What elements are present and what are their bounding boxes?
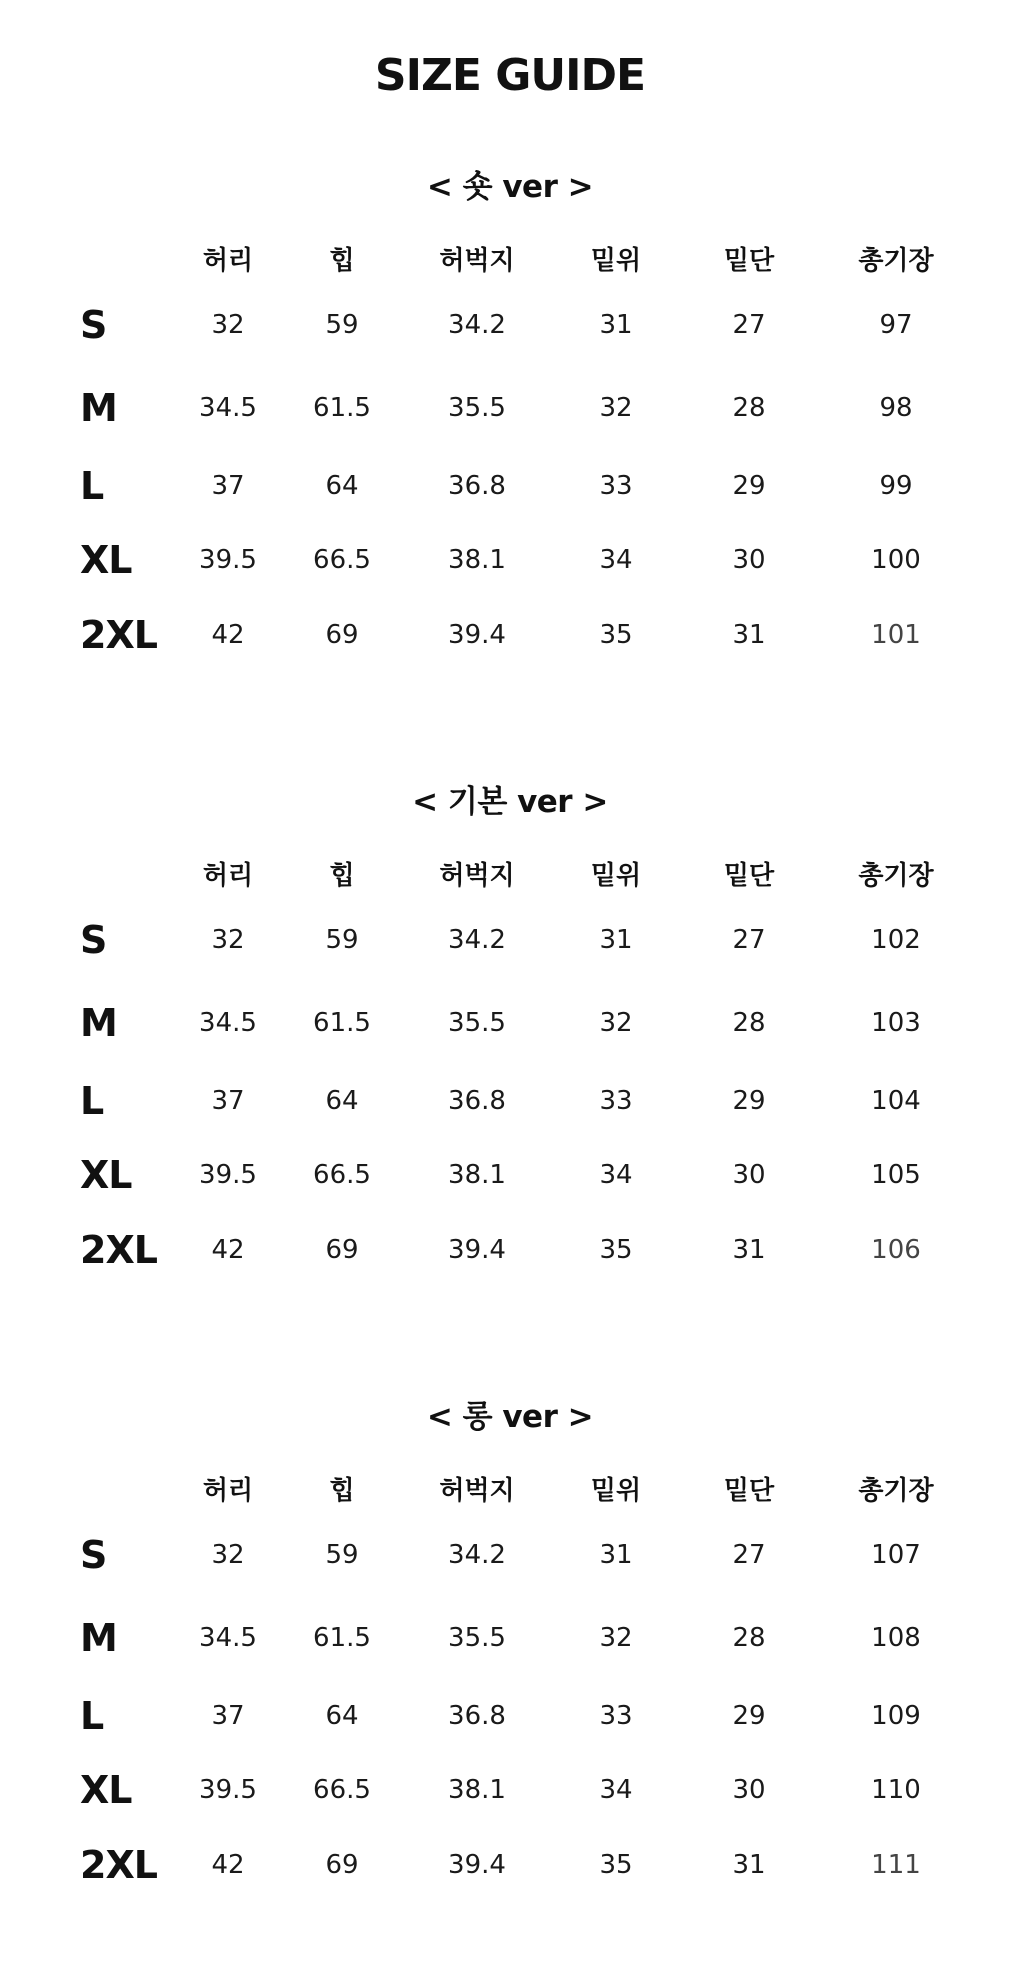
measurement-cell: 31 bbox=[599, 1540, 633, 1570]
measurement-cell: 42 bbox=[211, 620, 245, 650]
column-header: 밑단 bbox=[723, 246, 775, 276]
column-header: 총기장 bbox=[858, 861, 934, 891]
column-header: 밑단 bbox=[723, 1476, 775, 1506]
measurement-cell: 99 bbox=[879, 471, 913, 501]
column-header: 밑단 bbox=[723, 861, 775, 891]
column-header: 허리 bbox=[202, 861, 254, 891]
measurement-cell: 31 bbox=[599, 925, 633, 955]
column-header: 허리 bbox=[202, 1476, 254, 1506]
measurement-cell: 31 bbox=[599, 310, 633, 340]
measurement-cell: 35.5 bbox=[448, 1008, 506, 1038]
measurement-cell: 32 bbox=[211, 310, 245, 340]
measurement-cell: 34 bbox=[599, 545, 633, 575]
measurement-cell: 38.1 bbox=[448, 1775, 506, 1805]
size-section-3 bbox=[0, 1395, 1020, 1895]
measurement-cell: 98 bbox=[879, 393, 913, 423]
size-label: M bbox=[80, 386, 117, 430]
measurement-cell: 66.5 bbox=[313, 1775, 371, 1805]
measurement-cell: 28 bbox=[732, 1008, 766, 1038]
measurement-cell: 107 bbox=[871, 1540, 921, 1570]
measurement-cell: 109 bbox=[871, 1701, 921, 1731]
measurement-cell: 33 bbox=[599, 471, 633, 501]
measurement-cell: 34.5 bbox=[199, 393, 257, 423]
column-header: 허벅지 bbox=[439, 1476, 515, 1506]
size-label: M bbox=[80, 1001, 117, 1045]
size-label: S bbox=[80, 1533, 107, 1577]
page-title: SIZE GUIDE bbox=[374, 50, 646, 101]
measurement-cell: 39.4 bbox=[448, 1235, 506, 1265]
column-header: 총기장 bbox=[858, 246, 934, 276]
column-header: 힙 bbox=[329, 246, 355, 276]
measurement-cell: 111 bbox=[871, 1850, 921, 1880]
measurement-cell: 102 bbox=[871, 925, 921, 955]
size-label: 2XL bbox=[80, 613, 157, 657]
measurement-cell: 33 bbox=[599, 1701, 633, 1731]
column-header: 힙 bbox=[329, 1476, 355, 1506]
measurement-cell: 59 bbox=[325, 925, 359, 955]
measurement-cell: 39.5 bbox=[199, 1160, 257, 1190]
measurement-cell: 34.2 bbox=[448, 310, 506, 340]
size-section-1 bbox=[0, 165, 1020, 665]
size-label: L bbox=[80, 464, 104, 508]
column-header: 허벅지 bbox=[439, 246, 515, 276]
measurement-cell: 42 bbox=[211, 1850, 245, 1880]
measurement-cell: 28 bbox=[732, 393, 766, 423]
measurement-cell: 30 bbox=[732, 1775, 766, 1805]
measurement-cell: 66.5 bbox=[313, 1160, 371, 1190]
measurement-cell: 35.5 bbox=[448, 393, 506, 423]
column-header: 밑위 bbox=[590, 1476, 642, 1506]
measurement-cell: 69 bbox=[325, 1850, 359, 1880]
size-label: XL bbox=[80, 1768, 132, 1812]
measurement-cell: 42 bbox=[211, 1235, 245, 1265]
measurement-cell: 31 bbox=[732, 1235, 766, 1265]
measurement-cell: 69 bbox=[325, 1235, 359, 1265]
measurement-cell: 69 bbox=[325, 620, 359, 650]
column-header: 허리 bbox=[202, 246, 254, 276]
measurement-cell: 37 bbox=[211, 1086, 245, 1116]
measurement-cell: 32 bbox=[599, 1623, 633, 1653]
measurement-cell: 34.2 bbox=[448, 1540, 506, 1570]
measurement-cell: 61.5 bbox=[313, 1623, 371, 1653]
measurement-cell: 32 bbox=[599, 1008, 633, 1038]
measurement-cell: 108 bbox=[871, 1623, 921, 1653]
measurement-cell: 33 bbox=[599, 1086, 633, 1116]
measurement-cell: 35 bbox=[599, 1235, 633, 1265]
size-label: M bbox=[80, 1616, 117, 1660]
size-section-2 bbox=[0, 780, 1020, 1280]
measurement-cell: 30 bbox=[732, 1160, 766, 1190]
measurement-cell: 59 bbox=[325, 310, 359, 340]
measurement-cell: 100 bbox=[871, 545, 921, 575]
measurement-cell: 37 bbox=[211, 1701, 245, 1731]
measurement-cell: 61.5 bbox=[313, 393, 371, 423]
measurement-cell: 103 bbox=[871, 1008, 921, 1038]
measurement-cell: 104 bbox=[871, 1086, 921, 1116]
measurement-cell: 38.1 bbox=[448, 545, 506, 575]
measurement-cell: 34.5 bbox=[199, 1623, 257, 1653]
measurement-cell: 64 bbox=[325, 1086, 359, 1116]
size-label: L bbox=[80, 1694, 104, 1738]
measurement-cell: 29 bbox=[732, 1701, 766, 1731]
measurement-cell: 36.8 bbox=[448, 1086, 506, 1116]
measurement-cell: 101 bbox=[871, 620, 921, 650]
measurement-cell: 64 bbox=[325, 471, 359, 501]
measurement-cell: 35 bbox=[599, 1850, 633, 1880]
measurement-cell: 39.5 bbox=[199, 545, 257, 575]
column-header: 밑위 bbox=[590, 861, 642, 891]
measurement-cell: 34 bbox=[599, 1160, 633, 1190]
column-header: 힙 bbox=[329, 861, 355, 891]
measurement-cell: 105 bbox=[871, 1160, 921, 1190]
measurement-cell: 39.5 bbox=[199, 1775, 257, 1805]
column-header: 총기장 bbox=[858, 1476, 934, 1506]
measurement-cell: 64 bbox=[325, 1701, 359, 1731]
measurement-cell: 29 bbox=[732, 1086, 766, 1116]
measurement-cell: 34.2 bbox=[448, 925, 506, 955]
measurement-cell: 59 bbox=[325, 1540, 359, 1570]
section-title: < 기본 ver > bbox=[412, 784, 608, 820]
measurement-cell: 32 bbox=[599, 393, 633, 423]
measurement-cell: 32 bbox=[211, 925, 245, 955]
measurement-cell: 29 bbox=[732, 471, 766, 501]
measurement-cell: 35.5 bbox=[448, 1623, 506, 1653]
section-title: < 롱 ver > bbox=[426, 1399, 594, 1435]
measurement-cell: 27 bbox=[732, 925, 766, 955]
size-label: S bbox=[80, 918, 107, 962]
measurement-cell: 38.1 bbox=[448, 1160, 506, 1190]
measurement-cell: 31 bbox=[732, 1850, 766, 1880]
measurement-cell: 31 bbox=[732, 620, 766, 650]
size-label: L bbox=[80, 1079, 104, 1123]
measurement-cell: 66.5 bbox=[313, 545, 371, 575]
size-label: S bbox=[80, 303, 107, 347]
measurement-cell: 27 bbox=[732, 1540, 766, 1570]
measurement-cell: 34 bbox=[599, 1775, 633, 1805]
measurement-cell: 110 bbox=[871, 1775, 921, 1805]
size-label: XL bbox=[80, 538, 132, 582]
measurement-cell: 39.4 bbox=[448, 1850, 506, 1880]
measurement-cell: 106 bbox=[871, 1235, 921, 1265]
column-header: 허벅지 bbox=[439, 861, 515, 891]
size-label: XL bbox=[80, 1153, 132, 1197]
size-label: 2XL bbox=[80, 1843, 157, 1887]
measurement-cell: 36.8 bbox=[448, 471, 506, 501]
measurement-cell: 97 bbox=[879, 310, 913, 340]
measurement-cell: 27 bbox=[732, 310, 766, 340]
measurement-cell: 30 bbox=[732, 545, 766, 575]
measurement-cell: 61.5 bbox=[313, 1008, 371, 1038]
measurement-cell: 34.5 bbox=[199, 1008, 257, 1038]
section-title: < 숏 ver > bbox=[426, 169, 594, 205]
size-label: 2XL bbox=[80, 1228, 157, 1272]
column-header: 밑위 bbox=[590, 246, 642, 276]
measurement-cell: 32 bbox=[211, 1540, 245, 1570]
measurement-cell: 37 bbox=[211, 471, 245, 501]
measurement-cell: 28 bbox=[732, 1623, 766, 1653]
measurement-cell: 39.4 bbox=[448, 620, 506, 650]
measurement-cell: 35 bbox=[599, 620, 633, 650]
measurement-cell: 36.8 bbox=[448, 1701, 506, 1731]
